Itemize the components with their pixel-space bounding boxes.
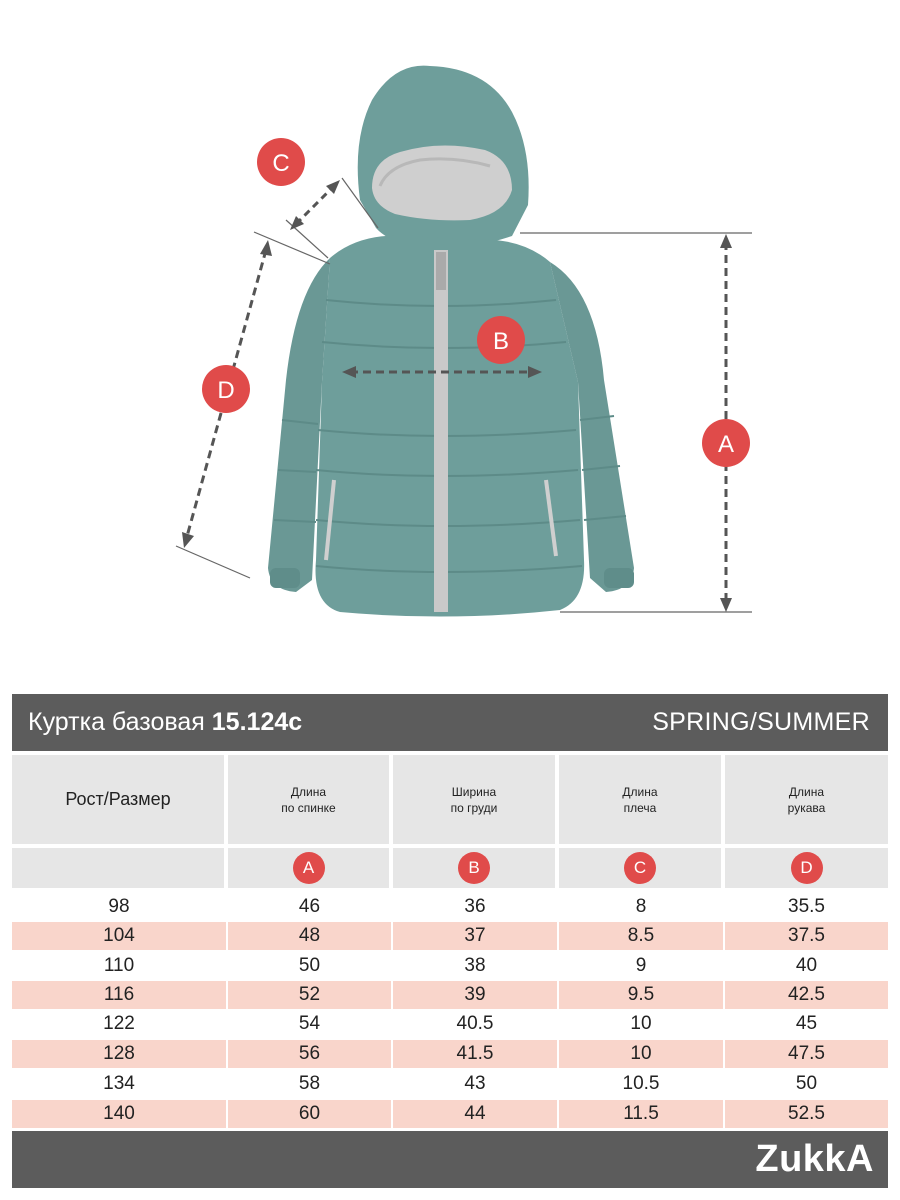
table-cell-value: 45: [795, 1013, 818, 1034]
header-chest-width-line2: по груди: [450, 800, 498, 815]
table-cell-value: 41.5: [393, 1040, 559, 1068]
table-cell-value: 46: [228, 893, 393, 921]
table-cell-value: 37: [393, 922, 559, 950]
table-cell-size: 110: [12, 952, 228, 980]
header-size: [12, 755, 224, 844]
table-row: [12, 1010, 888, 1038]
table-cell-value: 10: [559, 1010, 725, 1038]
header-shoulder-length: [559, 755, 721, 844]
badge-b: B: [458, 852, 490, 884]
table-cell-value: 48: [228, 922, 393, 950]
table-cell-value: 52: [228, 981, 393, 1009]
table-cell-value: 37.5: [725, 922, 888, 950]
table-row: [12, 1070, 888, 1098]
table-cell-value: 47.5: [725, 1040, 888, 1068]
label-a-badge: [702, 419, 750, 467]
product-code: 15.124с: [211, 708, 303, 736]
badge-c: C: [624, 852, 656, 884]
badge-d: D: [791, 852, 823, 884]
table-cell-value: 35.5: [788, 896, 825, 917]
table-cell-value: 44: [393, 1100, 559, 1128]
measure-line-c: [296, 186, 334, 224]
header-chest-width: [393, 755, 555, 844]
table-cell-value: 50: [795, 1073, 818, 1094]
table-cell-value: 39: [393, 981, 559, 1009]
table-cell-value: 8.5: [559, 922, 725, 950]
table-cell-value: 56: [228, 1040, 393, 1068]
table-row: [12, 952, 888, 980]
header-chest-width-line1: Ширина: [451, 784, 497, 799]
table-cell-value: 54: [228, 1010, 393, 1038]
badge-a: A: [293, 852, 325, 884]
table-cell-value: 8: [559, 893, 725, 921]
hood-lining: [372, 145, 512, 220]
table-cell-size: 128: [12, 1040, 228, 1068]
svg-text:B: B: [492, 328, 510, 355]
table-cell-value: 10.5: [559, 1070, 725, 1098]
table-cell-size: 122: [12, 1010, 228, 1038]
badge-cell-b: [393, 848, 555, 888]
header-sleeve-length-line1: Длина: [788, 784, 825, 799]
table-row: [12, 922, 888, 950]
table-cell-value: 43: [393, 1070, 559, 1098]
table-cell-value: 38: [393, 952, 559, 980]
table-cell-value: 58: [228, 1070, 393, 1098]
table-cell-value: 36: [393, 893, 559, 921]
header-sleeve-length-line2: рукава: [787, 800, 826, 815]
header-sleeve-length: [725, 755, 888, 844]
label-d-badge: [202, 365, 250, 413]
product-title-prefix: Куртка базовая: [28, 708, 205, 736]
table-cell-value: 11.5: [559, 1100, 725, 1128]
table-row: [12, 981, 888, 1009]
header-shoulder-length-line2: плеча: [623, 800, 657, 815]
label-c-badge: [257, 138, 305, 186]
brand-footer: [12, 1131, 888, 1188]
table-cell-value: 40: [795, 955, 818, 976]
table-cell-value: 42.5: [725, 981, 888, 1009]
table-cell-size: 140: [12, 1100, 228, 1128]
brand-logo: ZukkA: [755, 1138, 874, 1180]
table-cell-value: 50: [228, 952, 393, 980]
jacket-zipper: [434, 250, 448, 612]
header-back-length-line2: по спинке: [281, 800, 336, 815]
label-b-badge: [477, 316, 525, 364]
table-row: [12, 1040, 888, 1068]
table-cell-size: 104: [12, 922, 228, 950]
table-cell-value: 9: [559, 952, 725, 980]
svg-text:A: A: [717, 431, 735, 458]
header-back-length: [228, 755, 389, 844]
header-back-length-line1: Длина: [290, 784, 327, 799]
product-title: [28, 708, 302, 737]
svg-text:D: D: [217, 377, 235, 404]
table-row: [12, 893, 888, 921]
product-header: [12, 694, 888, 751]
table-cell-value: 10: [559, 1040, 725, 1068]
season-label: SPRING/SUMMER: [652, 708, 870, 736]
table-cell-value: 52.5: [725, 1100, 888, 1128]
badge-cell-c: [559, 848, 721, 888]
badge-cell-a: [228, 848, 389, 888]
header-size-label: Рост/Размер: [65, 789, 171, 809]
badge-cell-empty: [12, 848, 224, 888]
jacket-body: [316, 235, 585, 616]
table-cell-value: 9.5: [559, 981, 725, 1009]
table-row: [12, 1100, 888, 1128]
header-shoulder-length-line1: Длина: [622, 784, 658, 799]
svg-text:C: C: [272, 150, 290, 177]
table-cell-size: 116: [12, 981, 228, 1009]
badge-cell-d: [725, 848, 888, 888]
table-cell-value: 60: [228, 1100, 393, 1128]
table-cell-size: 134: [12, 1070, 228, 1098]
table-cell-value: 40.5: [393, 1010, 559, 1038]
table-cell-size: 98: [12, 893, 228, 921]
